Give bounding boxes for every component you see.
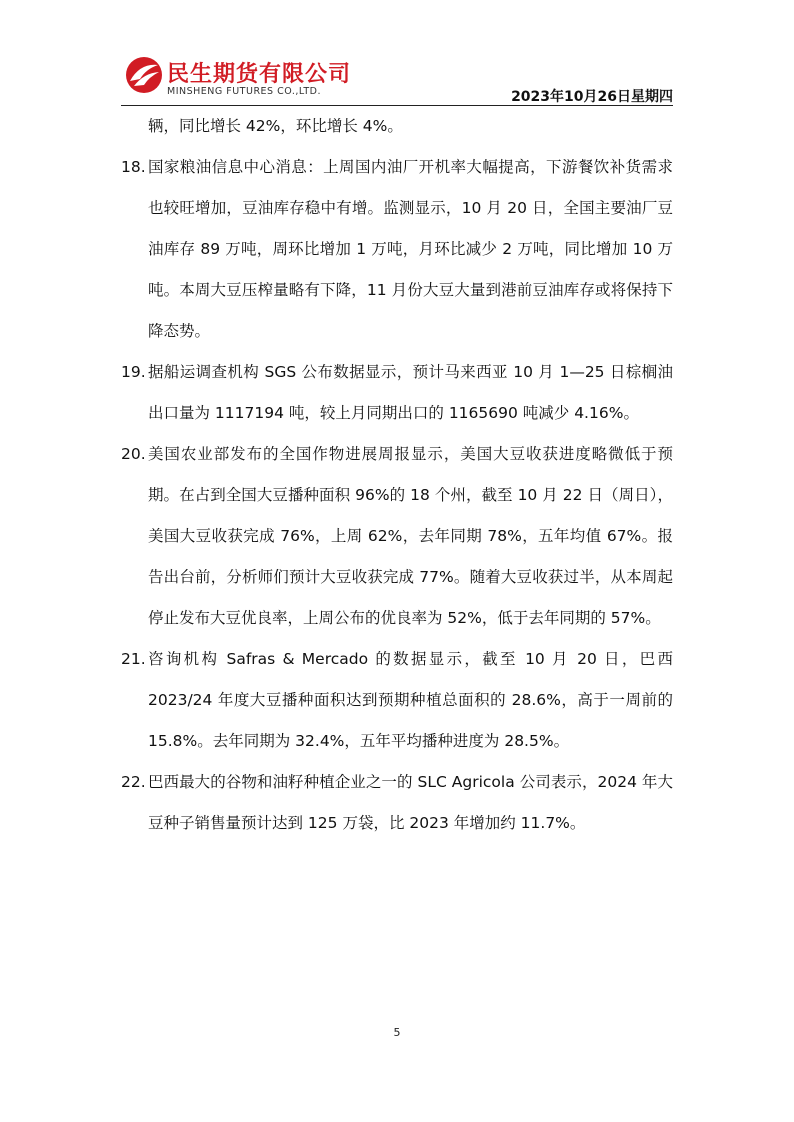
list-item [121, 147, 673, 352]
item-number: 18. [121, 158, 146, 176]
item-number: 20. [121, 445, 146, 463]
item-number: 22. [121, 773, 146, 791]
item-number: 21. [121, 650, 146, 668]
item-text: 国家粮油信息中心消息：上周国内油厂开机率大幅提高，下游餐饮补货需求也较旺增加，豆油库存稳中有增。监测显示，10 月 20 日，全国主要油厂豆油库存 89 万吨，周环比增加 1 万吨，月环比减少 2 万吨，同比增加 10 万吨。本周大豆压榨量略有下降，11 月份大豆大量到港前豆油库存或将保持下降态势。 [148, 158, 673, 340]
logo-chinese-name: 民生期货有限公司 [167, 62, 352, 87]
minsheng-logo-icon [124, 55, 164, 95]
continued-paragraph: 辆，同比增长 42%，环比增长 4%。 [148, 117, 403, 135]
company-logo [124, 55, 364, 103]
page-number: 5 [393, 1026, 401, 1039]
page-body [121, 106, 673, 844]
list-item [121, 434, 673, 639]
item-text: 咨询机构 Safras & Mercado 的数据显示，截至 10 月 20 日，巴西 2023/24 年度大豆播种面积达到预期种植总面积的 28.6%，高于一周前的 15.8%。去年同期为 32.4%，五年平均播种进度为 28.5%。 [148, 650, 673, 750]
item-number: 19. [121, 363, 146, 381]
header-date: 2023年10月26日星期四 [511, 89, 673, 105]
logo-english-name: MINSHENG FUTURES CO.,LTD. [167, 86, 321, 97]
item-text: 据船运调查机构 SGS 公布数据显示，预计马来西亚 10 月 1—25 日棕榈油出口量为 1117194 吨，较上月同期出口的 1165690 吨减少 4.16%。 [148, 363, 673, 422]
list-item [121, 639, 673, 762]
item-text: 美国农业部发布的全国作物进展周报显示，美国大豆收获进度略微低于预期。在占到全国大豆播种面积 96%的 18 个州，截至 10 月 22 日（周日），美国大豆收获完成 76%，上周 62%，去年同期 78%，五年均值 67%。报告出台前，分析师们预计大豆收获完成 77%。随着大豆收获过半，从本周起停止发布大豆优良率，上周公布的优良率为 52%，低于去年同期的 57%。 [148, 445, 673, 627]
item-text: 巴西最大的谷物和油籽种植企业之一的 SLC Agricola 公司表示，2024 年大豆种子销售量预计达到 125 万袋，比 2023 年增加约 11.7%。 [148, 773, 673, 832]
list-item [121, 352, 673, 434]
list-item [121, 762, 673, 844]
